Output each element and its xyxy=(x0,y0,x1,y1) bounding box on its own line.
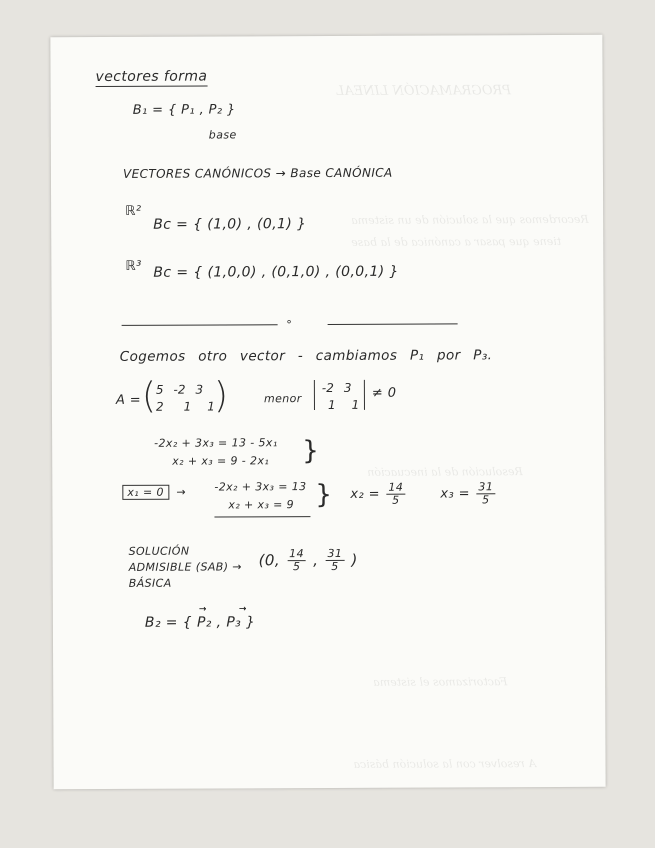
x3-numerator: 31 xyxy=(476,481,495,494)
x2-numerator: 14 xyxy=(386,482,405,495)
menor-label: menor xyxy=(263,392,302,406)
x3-denominator: 5 xyxy=(482,493,490,507)
system2-equation-1: -2x₂ + 3x₃ = 13 xyxy=(214,480,307,494)
r3-label: ℝ³ xyxy=(125,258,142,274)
sab-close: ) xyxy=(351,550,358,569)
sab-x3-denominator: 5 xyxy=(331,559,339,573)
x1-zero-box: x₁ = 0 xyxy=(122,485,169,500)
separator-dot: ∘ xyxy=(285,315,293,329)
vector-arrow-p2: → xyxy=(198,604,207,615)
matrix-cell: -2 xyxy=(321,380,334,396)
sab-x2-numerator: 14 xyxy=(287,548,306,561)
matrix-cell: -2 xyxy=(173,382,186,397)
matrix-cell: 1 xyxy=(327,397,336,412)
menor-row xyxy=(322,381,359,396)
x2-label: x₂ = xyxy=(350,486,380,502)
menor-not-zero: ≠ 0 xyxy=(371,385,397,401)
x2-result xyxy=(350,482,407,507)
x1-arrow: → xyxy=(176,485,187,499)
matrix-a xyxy=(156,382,215,414)
basis-b2: B₂ = { P₂ , P₃ } xyxy=(144,614,256,631)
cogemos-line: Cogemos otro vector - cambiamos P₁ por P₃. xyxy=(119,347,493,365)
r3-canonical-basis: Bc = { (1,0,0) , (0,1,0) , (0,0,1) } xyxy=(153,263,399,281)
paper-sheet xyxy=(50,35,605,789)
solucion-label: SOLUCIÓN xyxy=(128,544,190,558)
sab-x3-numerator: 31 xyxy=(325,548,344,561)
bleed-through-line: tiene que pasar a canónica de la base xyxy=(351,234,562,249)
basica-label: BÁSICA xyxy=(128,576,172,590)
x3-label: x₃ = xyxy=(440,486,470,502)
x2-denominator: 5 xyxy=(392,493,400,507)
sab-x2-fraction xyxy=(287,548,306,573)
bleed-through-header: PROGRAMACIÓN LINEAL xyxy=(335,83,511,99)
system2-underline xyxy=(214,516,310,517)
sab-x2-denominator: 5 xyxy=(292,560,301,574)
matrix-a-right-paren: ) xyxy=(213,375,229,417)
matrix-cell: 1 xyxy=(207,399,215,414)
determinant-bar-right xyxy=(364,380,365,410)
system2-brace: } xyxy=(315,479,332,511)
bleed-through-line: Resolución de la inecuación xyxy=(367,465,523,479)
matrix-cell: 2 xyxy=(155,399,164,414)
determinant-bar-left xyxy=(314,380,315,410)
sab-open: (0, xyxy=(258,551,281,570)
section-title-vectores-forma: vectores forma xyxy=(95,68,208,86)
sab-point xyxy=(259,548,358,573)
separator-right xyxy=(328,323,458,325)
menor-row xyxy=(322,398,359,413)
matrix-a-left-paren: ( xyxy=(141,375,157,417)
matrix-cell: 1 xyxy=(183,399,192,414)
matrix-cell: 5 xyxy=(155,382,164,397)
sab-x3-fraction xyxy=(325,548,344,573)
matrix-cell: 3 xyxy=(195,382,204,397)
base-label: base xyxy=(208,128,237,142)
canonical-vectors-line: VECTORES CANÓNICOS → Base CANÓNICA xyxy=(122,165,393,181)
matrix-cell: 3 xyxy=(343,380,352,395)
r2-canonical-basis: Bc = { (1,0) , (0,1) } xyxy=(153,216,307,233)
matrix-a-label: A = xyxy=(115,392,142,408)
r2-label: ℝ² xyxy=(125,203,142,219)
bleed-through-line: Recordemos que la solución de un sistema xyxy=(351,212,589,227)
vector-arrow-p3: → xyxy=(238,604,247,615)
system1-equation-1: -2x₂ + 3x₃ = 13 - 5x₁ xyxy=(154,436,278,450)
bleed-through-line: A resolver con la solución básica xyxy=(353,757,537,771)
bleed-through-line: Factorizamos el sistema xyxy=(373,675,508,689)
sab-comma: , xyxy=(313,551,319,570)
matrix-a-row xyxy=(156,382,215,397)
menor-matrix xyxy=(322,381,359,413)
x2-fraction xyxy=(386,482,405,507)
admisible-label: ADMISIBLE (SAB) → xyxy=(128,560,242,574)
matrix-a-row xyxy=(156,399,215,414)
system2-equation-2: x₂ + x₃ = 9 xyxy=(228,498,295,512)
system1-brace: } xyxy=(302,436,319,467)
system1-equation-2: x₂ + x₃ = 9 - 2x₁ xyxy=(172,454,270,468)
x3-fraction xyxy=(476,481,495,506)
basis-b1: B₁ = { P₁ , P₂ } xyxy=(132,102,236,118)
matrix-cell: 1 xyxy=(351,397,360,412)
x3-result xyxy=(440,481,497,506)
separator-left xyxy=(122,324,278,326)
